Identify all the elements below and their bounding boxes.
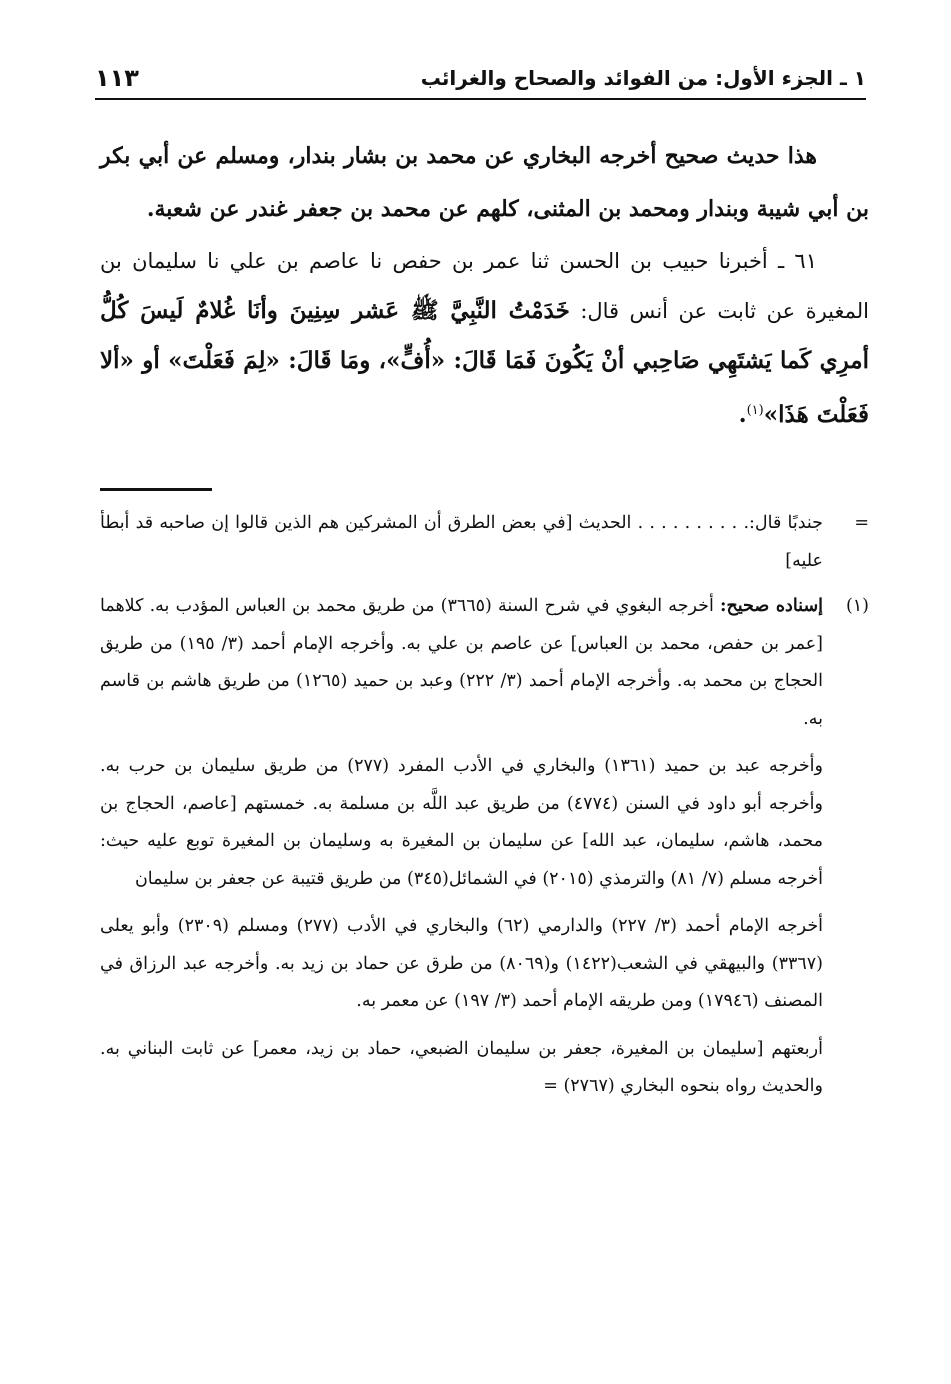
sentence-end: . — [738, 401, 747, 428]
footnote-body — [100, 588, 823, 738]
page-number: ١١٣ — [95, 64, 139, 92]
continuation-marker: = — [854, 513, 869, 533]
footnote-text: أخرجه البغوي في شرح السنة (٣٦٦٥) من طريق محمد بن العباس المؤدب به. كلاهما [عمر بن حفص، محمد بن العباس] عن عاصم بن علي به. وأخرجه الإمام أحمد (٣/ ١٩٥) من طريق الحجاج بن محمد به. وأخرجه الإمام أحمد (٣/ ٢٢٢) وعبد بن حميد (١٢٦٥) من طريق هاشم بن قاسم به. — [100, 596, 824, 729]
footnote-1 — [100, 588, 869, 738]
footnote-marker: (١) — [845, 596, 869, 616]
footnote-reference[interactable]: (١) — [746, 403, 764, 418]
footnote-continuation — [100, 505, 869, 580]
footnote-paragraph-3: أخرجه الإمام أحمد (٣/ ٢٢٧) والدارمي (٦٢) والبخاري في الأدب (٢٧٧) ومسلم (٢٣٠٩) وأبو يعلى (٣٣٦٧) والبيهقي في الشعب(١٤٢٢) و(٨٠٦٩) من طرق عن حماد بن زيد به. وأخرجه عبد الرزاق في المصنف (١٧٩٤٦) ومن طريقه الإمام أحمد (٣/ ١٩٧) عن معمر به. — [100, 916, 824, 1011]
footnote-lead: إسناده صحيح: — [720, 596, 823, 616]
footnote-separator — [100, 488, 212, 491]
hadith-isnad: أخبرنا حبيب بن الحسن ثنا عمر بن حفص نا عاصم بن علي نا سليمان بن المغيرة عن ثابت عن أنس قال: — [100, 249, 869, 323]
hadith-61 — [100, 236, 869, 440]
footnote-paragraph-2: وأخرجه عبد بن حميد (١٣٦١) والبخاري في الأدب المفرد (٢٧٧) من طريق سليمان بن حرب به. وأخرجه أبو داود في السنن (٤٧٧٤) من طريق عبد اللَّه بن مسلمة به. خمستهم [عاصم، الحجاج بن محمد، هاشم، سليمان، عبد الله] عن سليمان بن المغيرة به وسليمان بن المغيرة توبع عليه حيث: أخرجه مسلم (٧/ ٨١) والترمذي (٢٠١٥) في الشمائل(٣٤٥) من طريق قتيبة عن جعفر بن سليمان — [100, 756, 823, 889]
hadith-matn: خَدَمْتُ النَّبِيَّ ﷺ عَشر سِنِينَ وأنَا غُلامٌ لَيسَ كُلُّ أمرِي كَما يَشتَهِي صَاحِبي أنْ يَكُونَ فَمَا قَالَ: «أُفٍّ»، ومَا قَالَ: «لِمَ فَعَلْتَ» أو «ألا فَعَلْتَ هَذَا» — [100, 297, 869, 428]
running-title: ١ ـ الجزء الأول: من الفوائد والصحاح والغرائب — [420, 66, 866, 90]
continuation-text: جندبًا قال:. . . . . . . . . . الحديث [في بعض الطرق أن المشركين هم الذين قالوا إن صاحبه قد أبطأ عليه] — [100, 513, 823, 571]
commentary-paragraph: هذا حديث صحيح أخرجه البخاري عن محمد بن بشار بندار، ومسلم عن أبي بكر بن أبي شيبة وبندار ومحمد بن المثنى، كلهم عن محمد بن جعفر غندر عن شعبة. — [100, 143, 869, 222]
hadith-number: ٦١ ـ — [778, 249, 817, 273]
footnotes — [100, 505, 869, 1106]
main-text — [100, 130, 869, 440]
footnote-paragraph-4: أربعتهم [سليمان بن المغيرة، جعفر بن سليمان الضبعي، حماد بن زيد، معمر] عن ثابت البناني به. والحديث رواه بنحوه البخاري (٢٧٦٧) = — [100, 1038, 823, 1096]
page-header — [95, 58, 866, 100]
